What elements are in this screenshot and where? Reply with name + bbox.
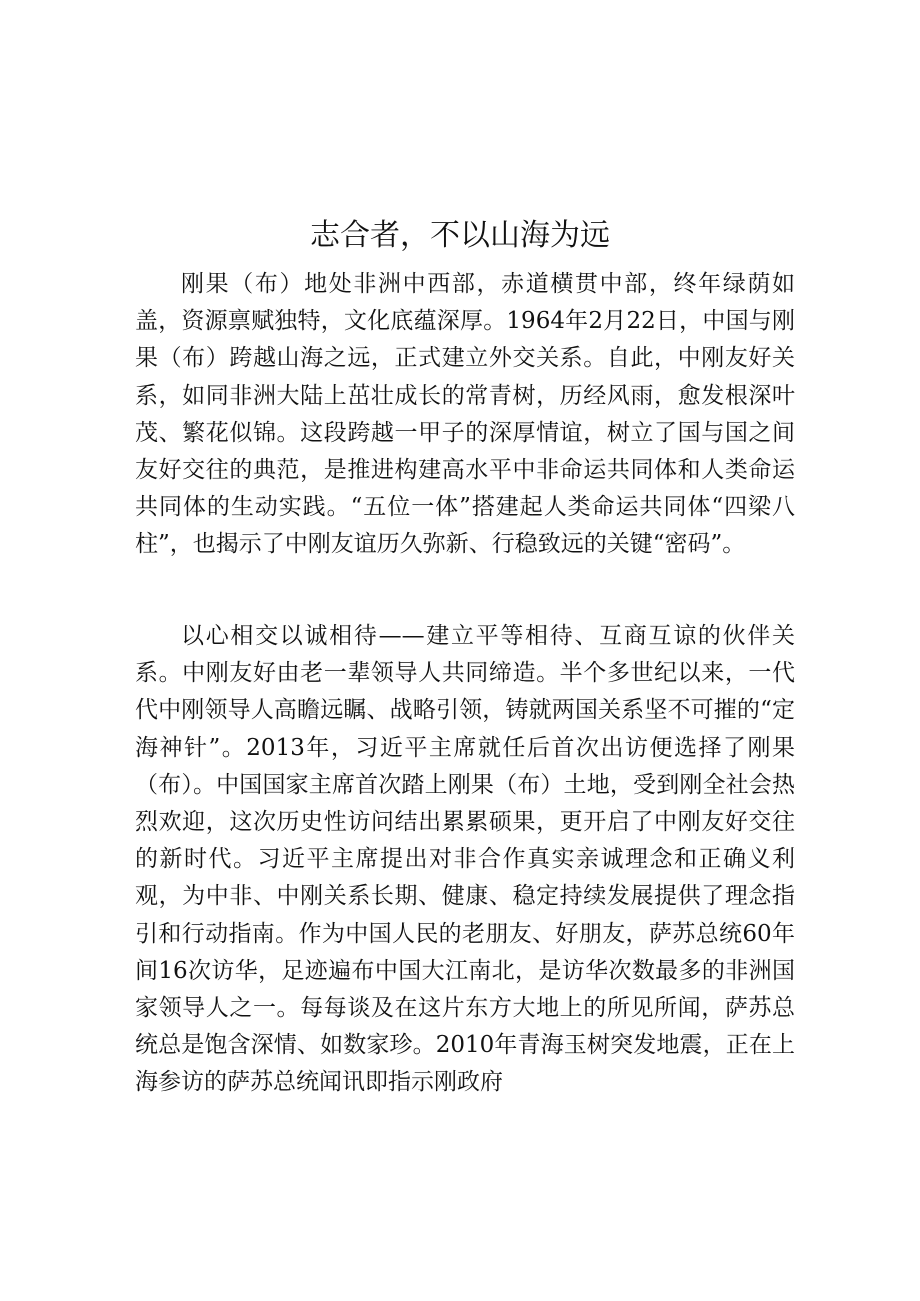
paragraph-2: 以心相交以诚相待——建立平等相待、互商互谅的伙伴关系。中刚友好由老一辈领导人共同缔造。半个多世纪以来，一代代中刚领导人高瞻远瞩、战略引领，铸就两国关系坚不可摧的“定海神针”。2013年，习近平主席就任后首次出访便选择了刚果（布）。中国国家主席首次踏上刚果（布）土地，受到刚全社会热烈欢迎，这次历史性访问结出累累硕果，更开启了中刚友好交往的新时代。习近平主席提出对非合作真实亲诚理念和正确义利观，为中非、中刚关系长期、健康、稳定持续发展提供了理念指引和行动指南。作为中国人民的老朋友、好朋友，萨苏总统60年间16次访华，足迹遍布中国大江南北，是访华次数最多的非洲国家领导人之一。每每谈及在这片东方大地上的所见所闻，萨苏总统总是饱含深情、如数家珍。2010年青海玉树突发地震，正在上海参访的萨苏总统闻讯即指示刚政府 <box>135 623 795 1096</box>
paragraph-1: 刚果（布）地处非洲中西部，赤道横贯中部，终年绿荫如盖，资源禀赋独特，文化底蕴深厚。1964年2月22日，中国与刚果（布）跨越山海之远，正式建立外交关系。自此，中刚友好关系，如同非洲大陆上茁壮成长的常青树，历经风雨，愈发根深叶茂、繁花似锦。这段跨越一甲子的深厚情谊，树立了国与国之间友好交往的典范，是推进构建高水平中非命运共同体和人类命运共同体的生动实践。“五位一体”搭建起人类命运共同体“四梁八柱”，也揭示了中刚友谊历久弥新、行稳致远的关键“密码”。 <box>135 271 795 558</box>
document-title: 志合者，不以山海为远 <box>310 218 610 253</box>
